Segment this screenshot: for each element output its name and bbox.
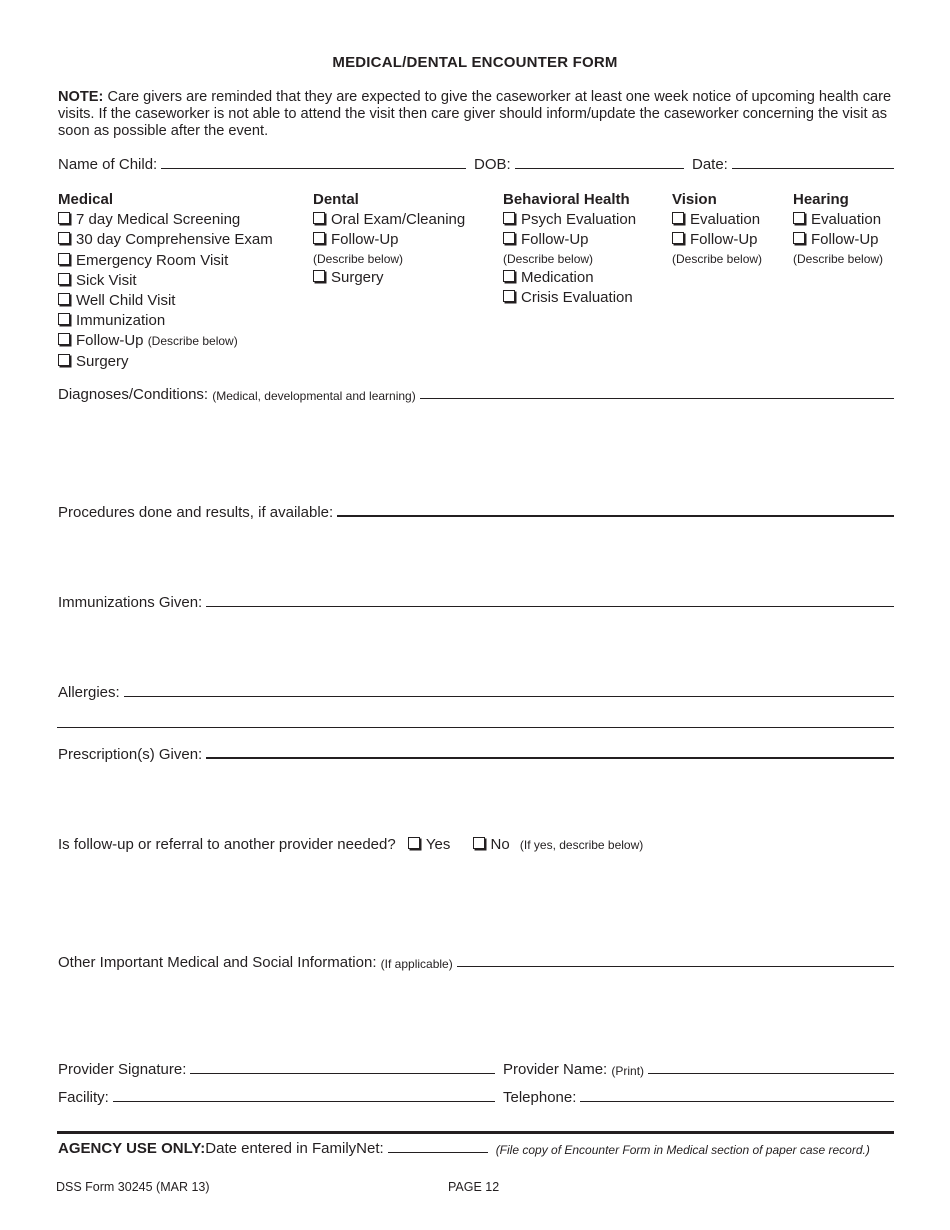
followup-hint: (If yes, describe below) bbox=[519, 838, 644, 852]
medical-heading: Medical bbox=[58, 191, 114, 208]
checkbox-icon[interactable] bbox=[58, 293, 70, 305]
procedures-line bbox=[337, 514, 894, 517]
facility-label: Facility: bbox=[58, 1089, 109, 1106]
medical-option[interactable]: Follow-Up (Describe below) bbox=[58, 331, 273, 351]
prescriptions-line bbox=[206, 756, 894, 759]
followup-question-text: Is follow-up or referral to another provider needed? bbox=[58, 836, 396, 853]
agency-use-row bbox=[58, 1140, 898, 1157]
other-info-label: Other Important Medical and Social Information: bbox=[58, 954, 377, 971]
checkbox-icon[interactable] bbox=[408, 837, 420, 849]
agency-note: (File copy of Encounter Form in Medical section of paper case record.) bbox=[495, 1143, 870, 1157]
provider-name-line bbox=[648, 1072, 894, 1074]
facility-line bbox=[113, 1100, 495, 1102]
name-of-child-line bbox=[161, 167, 466, 169]
agency-label: AGENCY USE ONLY: bbox=[58, 1140, 206, 1157]
behavioral-option[interactable]: Follow-Up bbox=[503, 230, 636, 250]
other-info-field[interactable] bbox=[58, 954, 894, 971]
immunizations-field[interactable] bbox=[58, 594, 894, 611]
followup-yes-option[interactable]: Yes bbox=[408, 836, 450, 853]
familynet-date-input[interactable] bbox=[388, 1152, 488, 1153]
medical-option[interactable]: 7 day Medical Screening bbox=[58, 210, 273, 230]
provider-name-hint: (Print) bbox=[611, 1064, 645, 1078]
medical-option[interactable]: Well Child Visit bbox=[58, 291, 273, 311]
note-label: NOTE: bbox=[58, 89, 104, 105]
allergies-extra-line bbox=[57, 727, 894, 728]
name-of-child-field[interactable] bbox=[58, 156, 466, 173]
medical-option[interactable]: Surgery bbox=[58, 352, 273, 372]
checkbox-icon[interactable] bbox=[503, 290, 515, 302]
checkbox-icon[interactable] bbox=[58, 333, 70, 345]
facility-field[interactable] bbox=[58, 1089, 495, 1106]
checkbox-icon[interactable] bbox=[672, 212, 684, 224]
dob-field[interactable] bbox=[474, 156, 684, 173]
medical-option[interactable]: 30 day Comprehensive Exam bbox=[58, 230, 273, 250]
describe-below-hint: (Describe below) bbox=[147, 334, 238, 349]
checkbox-icon[interactable] bbox=[313, 270, 325, 282]
other-info-hint: (If applicable) bbox=[380, 957, 453, 971]
agency-divider bbox=[57, 1131, 894, 1134]
checkbox-icon[interactable] bbox=[793, 232, 805, 244]
describe-below-hint: (Describe below) bbox=[503, 251, 594, 266]
checkbox-icon[interactable] bbox=[672, 232, 684, 244]
medical-option[interactable]: Immunization bbox=[58, 311, 273, 331]
allergies-label: Allergies: bbox=[58, 684, 120, 701]
medical-option[interactable]: Emergency Room Visit bbox=[58, 251, 273, 271]
followup-question bbox=[58, 836, 643, 853]
checkbox-icon[interactable] bbox=[58, 313, 70, 325]
checkbox-icon[interactable] bbox=[503, 232, 515, 244]
note-paragraph bbox=[58, 89, 894, 140]
hearing-option[interactable]: Evaluation bbox=[793, 210, 883, 230]
checkbox-icon[interactable] bbox=[313, 232, 325, 244]
note-text: Care givers are reminded that they are expected to give the caseworker at least one week notice of upcoming health care visits. If the caseworker is not able to attend the visit then care giver should inform/update the caseworker concerning the visit as soon as possible after the event. bbox=[58, 89, 892, 139]
dental-column bbox=[313, 190, 465, 288]
telephone-field[interactable] bbox=[503, 1089, 894, 1106]
behavioral-option[interactable]: Psych Evaluation bbox=[503, 210, 636, 230]
describe-below-hint: (Describe below) bbox=[672, 251, 763, 266]
provider-name-label: Provider Name: bbox=[503, 1061, 608, 1078]
immunizations-label: Immunizations Given: bbox=[58, 594, 203, 611]
followup-no-option[interactable]: No bbox=[473, 836, 510, 853]
form-title: MEDICAL/DENTAL ENCOUNTER FORM bbox=[332, 54, 618, 71]
hearing-column bbox=[793, 190, 883, 268]
diagnoses-hint: (Medical, developmental and learning) bbox=[212, 389, 416, 403]
procedures-field[interactable] bbox=[58, 504, 894, 521]
provider-name-field[interactable] bbox=[503, 1061, 894, 1078]
behavioral-heading: Behavioral Health bbox=[503, 191, 630, 208]
medical-column bbox=[58, 190, 273, 372]
prescriptions-field[interactable] bbox=[58, 746, 894, 763]
vision-option[interactable]: Follow-Up bbox=[672, 230, 762, 250]
provider-signature-line bbox=[190, 1072, 495, 1074]
checkbox-icon[interactable] bbox=[58, 232, 70, 244]
procedures-label: Procedures done and results, if available: bbox=[58, 504, 334, 521]
describe-below-hint: (Describe below) bbox=[793, 251, 884, 266]
dental-option[interactable]: Surgery bbox=[313, 268, 465, 288]
diagnoses-line bbox=[420, 397, 894, 399]
checkbox-icon[interactable] bbox=[58, 354, 70, 366]
checkbox-icon[interactable] bbox=[793, 212, 805, 224]
hearing-heading: Hearing bbox=[793, 191, 849, 208]
medical-option[interactable]: Sick Visit bbox=[58, 271, 273, 291]
checkbox-icon[interactable] bbox=[58, 253, 70, 265]
immunizations-line bbox=[206, 605, 894, 607]
behavioral-option[interactable]: Medication bbox=[503, 268, 636, 288]
checkbox-icon[interactable] bbox=[313, 212, 325, 224]
diagnoses-label: Diagnoses/Conditions: bbox=[58, 386, 209, 403]
agency-text: Date entered in FamilyNet: bbox=[205, 1140, 384, 1157]
vision-option[interactable]: Evaluation bbox=[672, 210, 762, 230]
allergies-line bbox=[124, 695, 894, 697]
behavioral-option[interactable]: Crisis Evaluation bbox=[503, 288, 636, 308]
vision-column bbox=[672, 190, 762, 268]
dob-label: DOB: bbox=[474, 156, 511, 173]
page-number: PAGE 12 bbox=[448, 1180, 500, 1194]
dental-option[interactable]: Oral Exam/Cleaning bbox=[313, 210, 465, 230]
allergies-field[interactable] bbox=[58, 684, 894, 701]
provider-signature-label: Provider Signature: bbox=[58, 1061, 187, 1078]
checkbox-icon[interactable] bbox=[473, 837, 485, 849]
date-label: Date: bbox=[692, 156, 728, 173]
behavioral-column bbox=[503, 190, 636, 308]
date-line bbox=[732, 167, 894, 169]
diagnoses-field[interactable] bbox=[58, 386, 894, 403]
checkbox-icon[interactable] bbox=[503, 270, 515, 282]
checkbox-icon[interactable] bbox=[58, 273, 70, 285]
form-id: DSS Form 30245 (MAR 13) bbox=[56, 1180, 210, 1194]
name-of-child-label: Name of Child: bbox=[58, 156, 158, 173]
provider-signature-field[interactable] bbox=[58, 1061, 495, 1078]
other-info-line bbox=[457, 965, 894, 967]
checkbox-icon[interactable] bbox=[58, 212, 70, 224]
dental-heading: Dental bbox=[313, 191, 359, 208]
dental-option[interactable]: Follow-Up bbox=[313, 230, 465, 250]
telephone-line bbox=[580, 1100, 894, 1102]
telephone-label: Telephone: bbox=[503, 1089, 577, 1106]
describe-below-hint: (Describe below) bbox=[313, 251, 404, 266]
hearing-option[interactable]: Follow-Up bbox=[793, 230, 883, 250]
checkbox-icon[interactable] bbox=[503, 212, 515, 224]
prescriptions-label: Prescription(s) Given: bbox=[58, 746, 203, 763]
date-field[interactable] bbox=[692, 156, 894, 173]
vision-heading: Vision bbox=[672, 191, 717, 208]
dob-line bbox=[515, 167, 684, 169]
